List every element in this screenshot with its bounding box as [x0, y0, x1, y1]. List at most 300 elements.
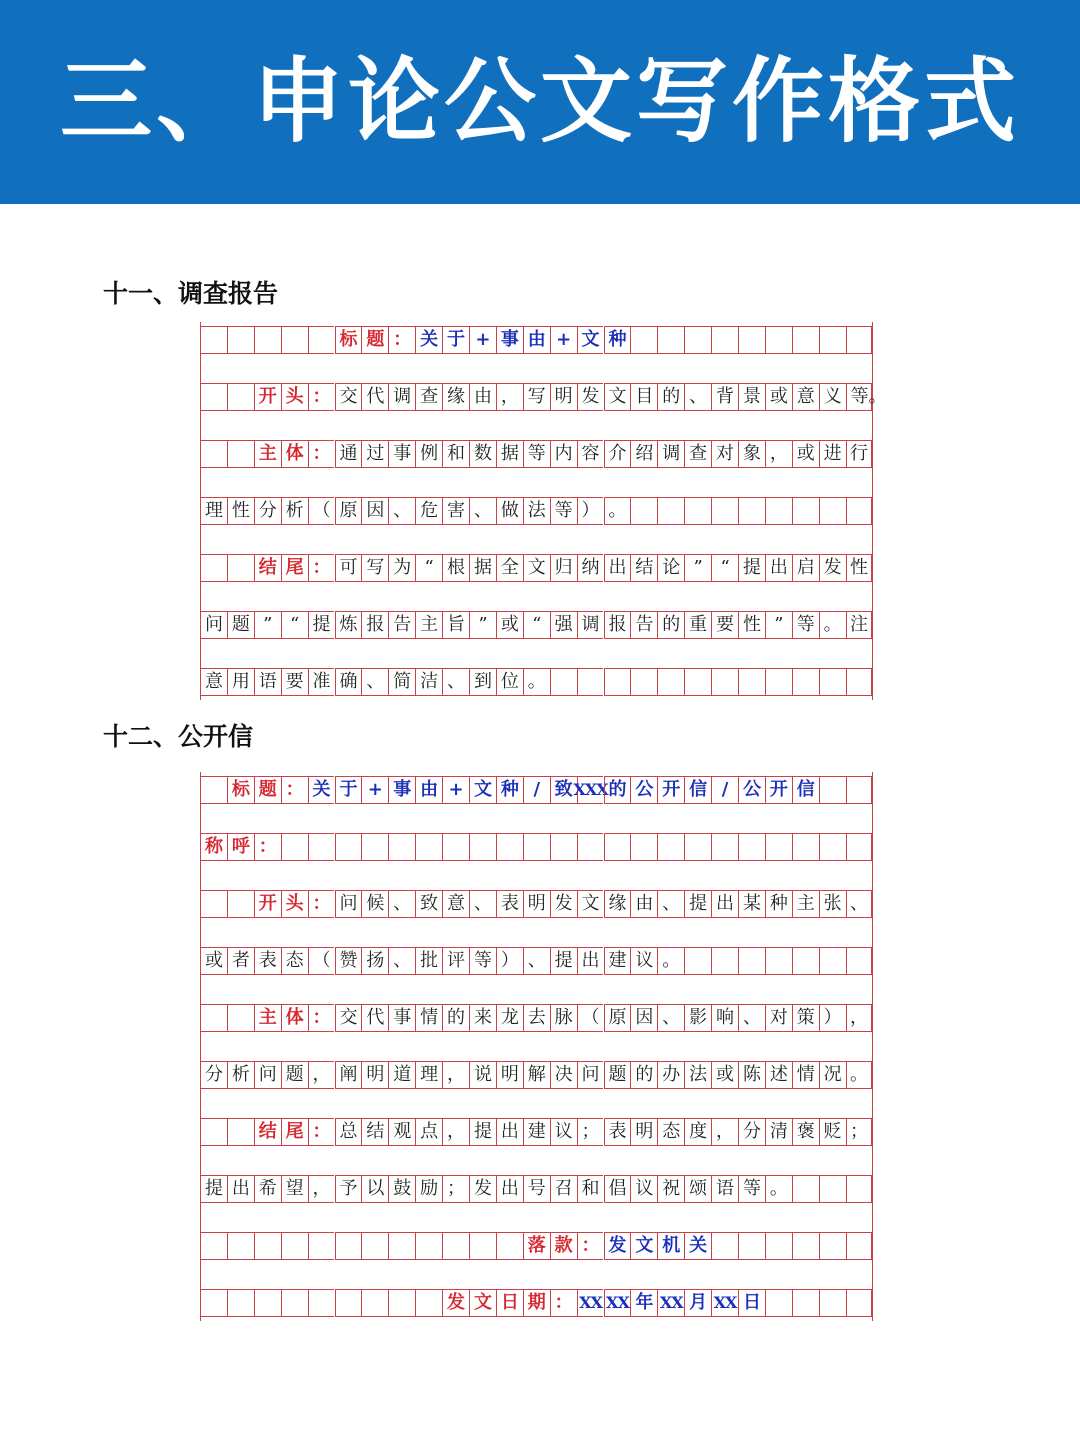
grid-cell: 主	[415, 611, 442, 639]
grid-cell: 析	[227, 1061, 254, 1089]
grid-cell	[819, 668, 846, 696]
grid-cell	[388, 1232, 415, 1260]
grid-cell	[630, 833, 657, 861]
grid-cell: 鼓	[388, 1175, 415, 1203]
grid-cell: 文	[604, 383, 631, 411]
grid-cell: 意	[442, 890, 469, 918]
grid-cell: 结	[361, 1118, 388, 1146]
grid-cell: 种	[604, 326, 631, 354]
grid-row	[200, 326, 873, 354]
grid-cell	[496, 1232, 523, 1260]
grid-cell: 体	[281, 1004, 308, 1032]
grid-cell: 召	[550, 1175, 577, 1203]
grid-cell	[577, 833, 604, 861]
grid-cell: 强	[550, 611, 577, 639]
grid-cell: 内	[550, 440, 577, 468]
grid-cell	[281, 1289, 308, 1317]
grid-cell: 要	[711, 611, 738, 639]
grid-cell: 绍	[630, 440, 657, 468]
grid-cell: 、	[388, 890, 415, 918]
grid-cell: 容	[577, 440, 604, 468]
grid-cell: 开	[765, 776, 792, 804]
grid-cell: 点	[415, 1118, 442, 1146]
grid-cell: 为	[388, 554, 415, 582]
grid-cell: 议	[630, 947, 657, 975]
grid-cell: 交	[335, 1004, 362, 1032]
grid-cell: （	[308, 497, 335, 525]
grid-cell: ，	[442, 1061, 469, 1089]
grid-cell: ：	[308, 440, 335, 468]
grid-cell	[227, 1232, 254, 1260]
grid-cell	[227, 1004, 254, 1032]
grid-cell: 问	[200, 611, 227, 639]
grid-cell: 文	[577, 890, 604, 918]
grid-cell	[227, 890, 254, 918]
grid-cell	[738, 833, 765, 861]
grid-cell: 做	[496, 497, 523, 525]
grid-cell: 等	[738, 1175, 765, 1203]
grid-cell: 数	[469, 440, 496, 468]
grid-cell: 落	[523, 1232, 550, 1260]
grid-cell: 据	[469, 554, 496, 582]
grid-cell: 调	[388, 383, 415, 411]
grid-cell: 脉	[550, 1004, 577, 1032]
grid-cell: 、	[469, 497, 496, 525]
grid-cell	[415, 1289, 442, 1317]
grid-cell: ，	[711, 1118, 738, 1146]
grid-cell	[361, 1232, 388, 1260]
grid-cell	[442, 833, 469, 861]
grid-cell	[577, 668, 604, 696]
grid-cell: 目	[630, 383, 657, 411]
grid-cell: 通	[335, 440, 362, 468]
grid-row	[200, 833, 873, 861]
grid-cell: 明	[630, 1118, 657, 1146]
grid-cell: 题	[361, 326, 388, 354]
grid-cell	[846, 326, 873, 354]
grid-cell: 提	[684, 890, 711, 918]
grid-cell: 确	[335, 668, 362, 696]
grid-cell: 种	[496, 776, 523, 804]
grid-cell: 危	[415, 497, 442, 525]
grid-cell: XXX	[577, 776, 604, 804]
grid-cell: “	[415, 554, 442, 582]
grid-cell: 、	[657, 1004, 684, 1032]
grid-cell: 简	[388, 668, 415, 696]
grid-cell	[765, 833, 792, 861]
grid-cell: 题	[254, 776, 281, 804]
grid-cell: 表	[254, 947, 281, 975]
grid-cell: 批	[415, 947, 442, 975]
grid-cell	[361, 1289, 388, 1317]
grid-cell	[846, 833, 873, 861]
grid-cell: 开	[657, 776, 684, 804]
grid-cell: 。	[604, 497, 631, 525]
grid-cell: 位	[496, 668, 523, 696]
grid-cell: 响	[711, 1004, 738, 1032]
grid-cell	[792, 833, 819, 861]
grid-cell: 调	[657, 440, 684, 468]
grid-cell	[281, 326, 308, 354]
grid-cell: 主	[792, 890, 819, 918]
grid-row	[200, 1004, 873, 1032]
grid-cell	[550, 833, 577, 861]
grid-cell: ：	[281, 776, 308, 804]
grid-cell: 评	[442, 947, 469, 975]
grid-cell: 文	[523, 554, 550, 582]
grid-cell	[819, 497, 846, 525]
grid-cell: “	[523, 611, 550, 639]
grid-cell: 到	[469, 668, 496, 696]
grid-cell	[335, 1232, 362, 1260]
grid-cell: ：	[308, 1004, 335, 1032]
grid-cell: 望	[281, 1175, 308, 1203]
grid-cell	[684, 497, 711, 525]
grid-cell	[711, 1232, 738, 1260]
grid-cell: 的	[630, 1061, 657, 1089]
grid-cell: 体	[281, 440, 308, 468]
grid-cell: 出	[496, 1175, 523, 1203]
grid-cell	[657, 326, 684, 354]
grid-cell	[846, 1175, 873, 1203]
grid-cell	[738, 326, 765, 354]
grid-cell	[227, 383, 254, 411]
grid-cell	[200, 383, 227, 411]
grid-cell	[819, 1289, 846, 1317]
grid-cell: 结	[254, 554, 281, 582]
grid-cell: 景	[738, 383, 765, 411]
grid-cell: 发	[550, 890, 577, 918]
grid-cell: 态	[281, 947, 308, 975]
grid-cell	[227, 554, 254, 582]
grid-cell: 问	[254, 1061, 281, 1089]
grid-cell: 事	[388, 440, 415, 468]
grid-cell	[792, 1289, 819, 1317]
grid-cell: 法	[684, 1061, 711, 1089]
grid-cell: ，	[308, 1061, 335, 1089]
grid-cell: 发	[577, 383, 604, 411]
grid-row	[200, 611, 873, 639]
grid-cell: 义	[819, 383, 846, 411]
grid-cell	[765, 326, 792, 354]
grid-cell: 提	[550, 947, 577, 975]
grid-cell: 出	[227, 1175, 254, 1203]
grid-cell: 等。	[846, 383, 873, 411]
grid-cell: 象	[738, 440, 765, 468]
grid-cell: 原	[604, 1004, 631, 1032]
grid-cell: 度	[684, 1118, 711, 1146]
grid-cell	[846, 497, 873, 525]
section-title-survey-report: 十一、调查报告	[103, 279, 279, 308]
grid-cell: 观	[388, 1118, 415, 1146]
grid-cell: 日	[738, 1289, 765, 1317]
grid-cell: XX	[604, 1289, 631, 1317]
grid-cell	[200, 890, 227, 918]
grid-cell	[630, 326, 657, 354]
grid-cell: 或	[496, 611, 523, 639]
grid-cell	[819, 1232, 846, 1260]
grid-cell: 称	[200, 833, 227, 861]
grid-cell: 信	[684, 776, 711, 804]
grid-cell: ）	[577, 497, 604, 525]
grid-cell: 、	[738, 1004, 765, 1032]
grid-cell: 发	[819, 554, 846, 582]
grid-cell: 结	[630, 554, 657, 582]
grid-cell: ：	[308, 890, 335, 918]
grid-cell	[388, 833, 415, 861]
grid-cell: 或	[792, 440, 819, 468]
grid-cell: +	[550, 326, 577, 354]
grid-cell: 理	[200, 497, 227, 525]
grid-cell	[200, 554, 227, 582]
grid-cell: 决	[550, 1061, 577, 1089]
grid-cell: 由	[469, 383, 496, 411]
grid-cell: ）	[819, 1004, 846, 1032]
grid-cell: ，	[442, 1118, 469, 1146]
grid-cell: 、	[388, 947, 415, 975]
grid-cell	[657, 668, 684, 696]
grid-cell: 表	[496, 890, 523, 918]
grid-cell: 致	[550, 776, 577, 804]
grid-cell: XX	[711, 1289, 738, 1317]
grid-cell: 缘	[442, 383, 469, 411]
grid-cell: 的	[442, 1004, 469, 1032]
grid-cell: 影	[684, 1004, 711, 1032]
grid-cell: 予	[335, 1175, 362, 1203]
grid-row	[200, 554, 873, 582]
grid-row	[200, 947, 873, 975]
grid-row	[200, 440, 873, 468]
grid-cell: 建	[523, 1118, 550, 1146]
grid-cell: 写	[361, 554, 388, 582]
grid-row	[200, 383, 887, 411]
grid-cell	[469, 833, 496, 861]
grid-cell	[523, 833, 550, 861]
grid-cell	[200, 1232, 227, 1260]
grid-cell	[846, 1232, 873, 1260]
grid-cell: 关	[415, 326, 442, 354]
grid-cell: 祝	[657, 1175, 684, 1203]
grid-cell: 关	[308, 776, 335, 804]
grid-cell: 启	[792, 554, 819, 582]
grid-cell: 期	[523, 1289, 550, 1317]
grid-cell: 公	[738, 776, 765, 804]
grid-cell: 因	[630, 1004, 657, 1032]
grid-cell: ，	[765, 440, 792, 468]
grid-cell: 颂	[684, 1175, 711, 1203]
grid-cell: 注	[846, 611, 873, 639]
grid-cell: 提	[738, 554, 765, 582]
grid-cell	[550, 668, 577, 696]
grid-cell: 事	[388, 776, 415, 804]
grid-cell	[738, 947, 765, 975]
grid-cell: 信	[792, 776, 819, 804]
grid-cell: 出	[604, 554, 631, 582]
grid-cell: 总	[335, 1118, 362, 1146]
grid-cell	[684, 326, 711, 354]
grid-cell: ：	[388, 326, 415, 354]
grid-cell: 法	[523, 497, 550, 525]
grid-cell: +	[361, 776, 388, 804]
grid-row	[200, 668, 873, 696]
grid-cell: 机	[657, 1232, 684, 1260]
grid-cell: 介	[604, 440, 631, 468]
grid-cell: 问	[577, 1061, 604, 1089]
grid-cell	[792, 1232, 819, 1260]
grid-cell: 、	[469, 890, 496, 918]
grid-cell	[792, 326, 819, 354]
grid-cell	[308, 1232, 335, 1260]
grid-cell: XX	[657, 1289, 684, 1317]
grid-cell: 理	[415, 1061, 442, 1089]
grid-cell	[792, 947, 819, 975]
grid-row	[200, 1118, 873, 1146]
grid-cell: 标	[335, 326, 362, 354]
grid-cell	[765, 1232, 792, 1260]
grid-cell: 对	[765, 1004, 792, 1032]
grid-cell: 阐	[335, 1061, 362, 1089]
grid-cell: 性	[227, 497, 254, 525]
grid-cell: ”	[254, 611, 281, 639]
grid-cell: 态	[657, 1118, 684, 1146]
grid-cell: 、	[846, 890, 873, 918]
grid-cell	[308, 1289, 335, 1317]
grid-cell: 可	[335, 554, 362, 582]
grid-cell: 、	[361, 668, 388, 696]
grid-cell	[846, 1289, 873, 1317]
grid-cell	[281, 833, 308, 861]
grid-cell: 、	[523, 947, 550, 975]
grid-cell: ”	[469, 611, 496, 639]
grid-cell: 提	[200, 1175, 227, 1203]
grid-cell	[738, 668, 765, 696]
grid-cell: 分	[738, 1118, 765, 1146]
grid-cell	[200, 776, 227, 804]
grid-cell: 张	[819, 890, 846, 918]
grid-cell: 报	[361, 611, 388, 639]
grid-cell	[819, 776, 846, 804]
grid-cell	[281, 1232, 308, 1260]
grid-cell: 旨	[442, 611, 469, 639]
grid-cell	[227, 440, 254, 468]
grid-cell: 行	[846, 440, 873, 468]
grid-cell: 。	[657, 947, 684, 975]
grid-cell: 于	[335, 776, 362, 804]
grid-cell: 报	[604, 611, 631, 639]
grid-cell: +	[442, 776, 469, 804]
grid-cell: 致	[415, 890, 442, 918]
grid-cell: 标	[227, 776, 254, 804]
grid-cell: ：	[308, 554, 335, 582]
grid-cell	[765, 668, 792, 696]
grid-cell: /	[523, 776, 550, 804]
grid-cell: 的	[657, 611, 684, 639]
grid-cell: 事	[496, 326, 523, 354]
grid-cell	[200, 1118, 227, 1146]
grid-cell	[308, 326, 335, 354]
grid-cell: 缘	[604, 890, 631, 918]
grid-cell: 表	[604, 1118, 631, 1146]
grid-cell: 由	[523, 326, 550, 354]
grid-cell: 明	[496, 1061, 523, 1089]
grid-row	[200, 1061, 873, 1089]
grid-cell: 道	[388, 1061, 415, 1089]
grid-cell: 文	[469, 776, 496, 804]
grid-cell: 代	[361, 383, 388, 411]
grid-cell: 。	[846, 1061, 873, 1089]
grid-cell: 出	[765, 554, 792, 582]
grid-cell: 告	[388, 611, 415, 639]
grid-cell: 析	[281, 497, 308, 525]
grid-cell	[254, 326, 281, 354]
grid-cell: 月	[684, 1289, 711, 1317]
grid-row	[200, 497, 873, 525]
grid-cell: ；	[577, 1118, 604, 1146]
grid-cell: ，	[846, 1004, 873, 1032]
grid-cell	[415, 833, 442, 861]
grid-cell: 种	[765, 890, 792, 918]
grid-cell: 因	[361, 497, 388, 525]
grid-cell: 、	[442, 668, 469, 696]
grid-cell: 出	[711, 890, 738, 918]
grid-cell: 、	[684, 383, 711, 411]
grid-cell: 希	[254, 1175, 281, 1203]
grid-cell: ：	[550, 1289, 577, 1317]
grid-cell: 结	[254, 1118, 281, 1146]
grid-cell: 款	[550, 1232, 577, 1260]
grid-cell: 据	[496, 440, 523, 468]
grid-cell	[604, 668, 631, 696]
grid-cell: 意	[200, 668, 227, 696]
grid-cell: 关	[684, 1232, 711, 1260]
grid-cell: 写	[523, 383, 550, 411]
grid-cell	[200, 326, 227, 354]
grid-row	[200, 890, 873, 918]
grid-cell	[711, 497, 738, 525]
grid-cell	[361, 833, 388, 861]
grid-cell	[819, 947, 846, 975]
grid-cell: 明	[361, 1061, 388, 1089]
grid-cell	[200, 1004, 227, 1032]
grid-cell: 。	[765, 1175, 792, 1203]
grid-cell: 调	[577, 611, 604, 639]
grid-cell: 根	[442, 554, 469, 582]
grid-cell: 办	[657, 1061, 684, 1089]
grid-cell: “	[711, 554, 738, 582]
grid-cell: 发	[604, 1232, 631, 1260]
grid-cell	[442, 1232, 469, 1260]
grid-cell: 、	[388, 497, 415, 525]
grid-cell	[469, 1232, 496, 1260]
grid-cell	[738, 497, 765, 525]
grid-cell: 发	[469, 1175, 496, 1203]
grid-cell: ：	[308, 383, 335, 411]
grid-cell: 的	[657, 383, 684, 411]
grid-cell: 告	[630, 611, 657, 639]
grid-cell: XX	[577, 1289, 604, 1317]
grid-cell: 分	[254, 497, 281, 525]
grid-cell	[819, 1175, 846, 1203]
grid-cell	[711, 833, 738, 861]
grid-cell: 情	[415, 1004, 442, 1032]
grid-cell: 明	[523, 890, 550, 918]
section-title-open-letter: 十二、公开信	[103, 722, 254, 751]
grid-cell: 纳	[577, 554, 604, 582]
grid-cell: 事	[388, 1004, 415, 1032]
grid-cell: 分	[200, 1061, 227, 1089]
grid-cell: 由	[415, 776, 442, 804]
grid-cell	[765, 497, 792, 525]
